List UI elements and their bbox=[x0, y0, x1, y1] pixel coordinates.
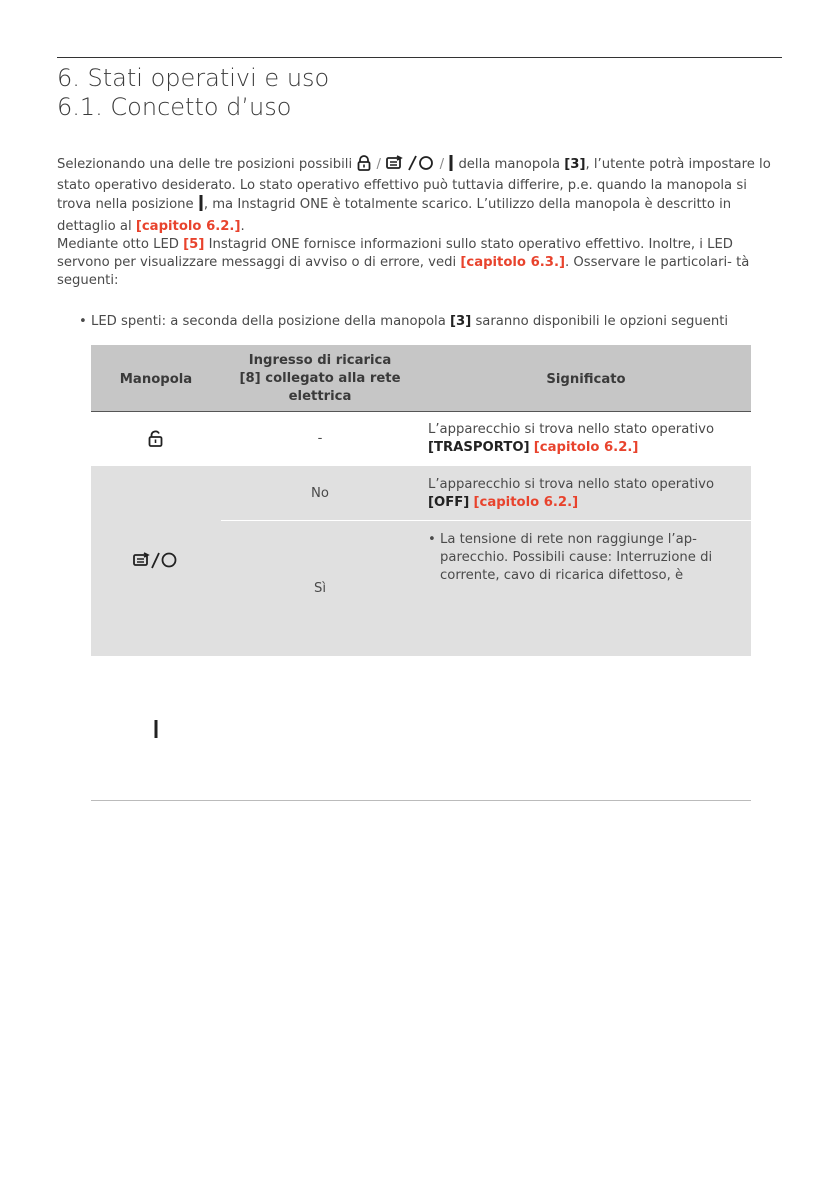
row-divider bbox=[221, 520, 751, 521]
table-bottom-rule bbox=[91, 800, 751, 801]
lock-icon bbox=[356, 155, 372, 177]
row1-state: [TRASPORTO] bbox=[428, 440, 530, 455]
header-input: Ingresso di ricarica [8] collegato alla rete elettrica bbox=[239, 353, 401, 404]
bullet-text-2: saranno disponibili le opzioni seguenti bbox=[475, 314, 729, 329]
leds-text-2: Instagrid ONE fornisce informazioni sullo stato operativo effettivo. Inoltre, i LED servono per visualizzare messaggi di avviso o di errore, vedi bbox=[57, 237, 733, 271]
header-meaning: Significato bbox=[546, 372, 626, 387]
row3-input: Sì bbox=[313, 581, 327, 596]
heading-chapter: 6. Stati operativi e uso bbox=[57, 64, 330, 92]
slash-sep-2: / bbox=[439, 157, 445, 172]
heading-section: 6.1. Concetto d’uso bbox=[57, 93, 292, 121]
row2-input: No bbox=[311, 486, 329, 501]
top-rule bbox=[57, 57, 782, 58]
row1-input: - bbox=[317, 431, 323, 446]
leds-ref-chapter[interactable]: [capitolo 6.3.] bbox=[460, 255, 565, 271]
intro-paragraph bbox=[57, 155, 785, 236]
bullet-ref-knob: [3] bbox=[450, 314, 472, 329]
header-manopola: Manopola bbox=[119, 372, 193, 387]
row2-meaning bbox=[428, 476, 743, 512]
row2-meaning-text: L’apparecchio si trova nello stato operativo bbox=[428, 477, 715, 492]
page-heading bbox=[57, 64, 329, 122]
table-group-off bbox=[91, 466, 751, 656]
row1-meaning-text: L’apparecchio si trova nello stato operativo bbox=[428, 422, 715, 437]
row3-bullet-text: La tensione di rete non raggiunge l’ap- parecchio. Possibili cause: Interruzione di corrente, cavo di ricarica difettoso, è bbox=[440, 532, 713, 583]
slash-sep: / bbox=[376, 157, 381, 172]
row2-state: [OFF] bbox=[428, 495, 470, 510]
bullet-dot: • bbox=[79, 314, 87, 329]
table-header bbox=[91, 345, 751, 412]
leds-paragraph bbox=[57, 236, 785, 291]
charge-icon bbox=[385, 155, 403, 177]
row1-ref[interactable]: [capitolo 6.2.] bbox=[533, 440, 639, 455]
intro-ref-chapter[interactable]: [capitolo 6.2.] bbox=[135, 218, 241, 234]
intro-text-5: . bbox=[240, 218, 245, 234]
intro-ref-knob: [3] bbox=[564, 157, 586, 172]
bullet-text-1: LED spenti: a seconda della posizione della manopola bbox=[91, 314, 446, 329]
table-row-on bbox=[91, 656, 751, 800]
row3-bullet bbox=[428, 531, 730, 585]
leds-text-3: . Osservare le particolari- tà seguenti: bbox=[57, 255, 750, 289]
intro-text-1: Selezionando una delle tre posizioni possibili bbox=[57, 157, 353, 172]
row2-ref[interactable]: [capitolo 6.2.] bbox=[473, 495, 579, 510]
row3-bullet-dot: • bbox=[428, 532, 436, 547]
on-bar-icon-table bbox=[154, 720, 158, 744]
leds-text-1: Mediante otto LED bbox=[57, 237, 179, 252]
bullet-led-off bbox=[79, 313, 779, 331]
leds-ref-led: [5] bbox=[183, 237, 205, 252]
off-circle-icon bbox=[407, 155, 435, 177]
charge-off-icon bbox=[133, 551, 181, 575]
intro-text-2: della manopola bbox=[458, 157, 561, 172]
table-row bbox=[91, 412, 751, 466]
on-bar-icon bbox=[448, 155, 454, 177]
intro-text-4: , ma Instagrid ONE è totalmente scarico. L’utilizzo della manopola è descritto in dettaglio al bbox=[57, 197, 732, 234]
lock-open-icon bbox=[148, 430, 163, 453]
row1-meaning bbox=[428, 421, 743, 457]
intro-text-3: , l’utente potrà impostare lo stato operativo desiderato. Lo stato operativo effettivo può tuttavia differire, p.e. quando la manopola si trova nella posizione bbox=[57, 157, 771, 213]
